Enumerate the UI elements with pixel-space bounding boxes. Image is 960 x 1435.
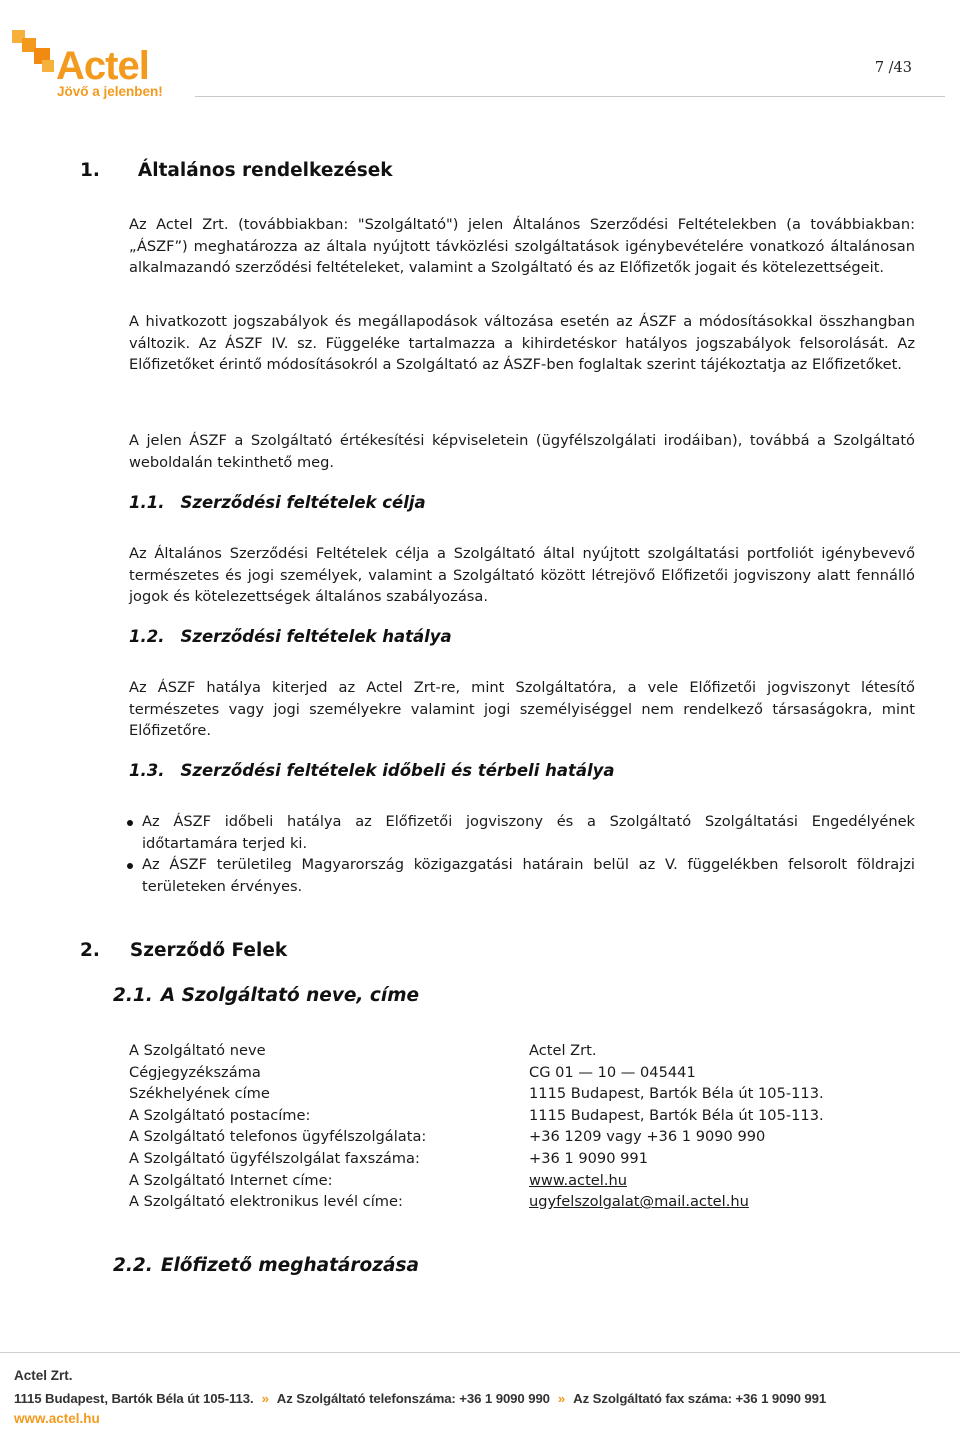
list-item: Az ÁSZF időbeli hatálya az Előfizetői jogviszony és a Szolgáltató Szolgáltatási Engedélyének időtartamára terjed ki. — [125, 811, 915, 854]
subsection-1-1-title: Szerződési feltételek célja — [180, 493, 426, 512]
table-row: Székhelyének címe 1115 Budapest, Bartók Béla út 105-113. — [129, 1085, 824, 1103]
subsection-1-3-title: Szerződési feltételek időbeli és térbeli hatálya — [180, 761, 615, 780]
table-row: A Szolgáltató elektronikus levél címe: ugyfelszolgalat@mail.actel.hu — [129, 1191, 889, 1213]
separator-icon: » — [261, 1391, 269, 1406]
subsection-1-1-text: Az Általános Szerződési Feltételek célja a Szolgáltató által nyújtott szolgáltatási portfoliót igénybevevő természetes és jogi személyek, valamint a Szolgáltató között létrejövő Előfizetői jogviszony alatt fennálló jogok és kötelezettségek általános szabályozása. — [129, 545, 915, 606]
table-row: A Szolgáltató ügyfélszolgálat faxszáma: +36 1 9090 991 — [129, 1149, 648, 1167]
subsection-2-2-title: Előfizető meghatározása — [160, 1255, 419, 1276]
subsection-2-1-title: A Szolgáltató neve, címe — [160, 985, 420, 1006]
subsection-1-2-heading — [129, 629, 452, 646]
bullet-icon — [127, 863, 133, 869]
subsection-1-3-heading — [129, 763, 615, 780]
list-item: Az ÁSZF területileg Magyarország közigazgatási határain belül az V. függelékben felsorolt földrajzi területeken érvényes. — [125, 854, 915, 897]
footer-web-link[interactable]: www.actel.hu — [14, 1411, 100, 1426]
subsection-1-3-bullet-list — [125, 811, 915, 898]
footer-divider — [0, 1352, 960, 1353]
subsection-1-2-title: Szerződési feltételek hatálya — [180, 627, 452, 646]
subsection-2-1-heading — [113, 987, 419, 1006]
section-1-paragraph-3: A jelen ÁSZF a Szolgáltató értékesítési képviseletein (ügyfélszolgálati irodáiban), továbbá a Szolgáltató weboldalán tekinthető meg. — [129, 432, 915, 471]
subsection-1-2-text: Az ÁSZF hatálya kiterjed az Actel Zrt-re, mint Szolgáltatóra, a vele Előfizetői jogviszonyt létesítő természetes vagy jogi személyekre valamint jogi személyiséggel nem rendelkező társaságokra, mint Előfizetőre. — [129, 679, 915, 740]
page-number: 7 /43 — [874, 60, 912, 76]
section-1-title: Általános rendelkezések — [137, 160, 393, 181]
table-row: A Szolgáltató telefonos ügyfélszolgálata: +36 1209 vagy +36 1 9090 990 — [129, 1128, 766, 1146]
header-divider — [195, 96, 945, 97]
table-row: Cégjegyzékszáma CG 01 — 10 — 045441 — [129, 1063, 696, 1081]
footer-address: 1115 Budapest, Bartók Béla út 105-113. — [14, 1391, 254, 1406]
section-1-number: 1. — [80, 160, 100, 181]
table-row: A Szolgáltató neve Actel Zrt. — [129, 1042, 597, 1059]
footer-contact-line — [14, 1391, 826, 1406]
section-2-heading — [80, 942, 287, 961]
subsection-2-1-number: 2.1. — [113, 985, 153, 1006]
logo-slogan: Jövő a jelenben! — [57, 84, 163, 99]
footer-fax: Az Szolgáltató fax száma: +36 1 9090 991 — [573, 1391, 827, 1406]
provider-info-table — [129, 1040, 889, 1213]
section-1-heading — [80, 162, 393, 181]
subsection-2-2-number: 2.2. — [113, 1255, 153, 1276]
subsection-1-1-number: 1.1. — [129, 493, 165, 512]
logo-wordmark: Actel — [56, 44, 149, 88]
email-link[interactable]: ugyfelszolgalat@mail.actel.hu — [529, 1193, 749, 1211]
subsection-1-3-number: 1.3. — [129, 761, 165, 780]
bullet-icon — [127, 820, 133, 826]
subsection-1-2-number: 1.2. — [129, 627, 165, 646]
table-row: A Szolgáltató postacíme: 1115 Budapest, Bartók Béla út 105-113. — [129, 1106, 824, 1124]
subsection-1-1-heading — [129, 495, 426, 512]
table-row: A Szolgáltató Internet címe: www.actel.hu — [129, 1170, 889, 1192]
footer-company: Actel Zrt. — [14, 1368, 73, 1383]
website-link[interactable]: www.actel.hu — [529, 1171, 627, 1189]
section-2-number: 2. — [80, 940, 100, 961]
separator-icon: » — [557, 1391, 566, 1406]
section-1-paragraph-1: Az Actel Zrt. (továbbiakban: "Szolgáltató") jelen Általános Szerződési Feltételekben (a továbbiakban: „ÁSZF”) meghatározza az általa nyújtott távközlési szolgáltatások igénybevételére vonatkozó általánosan alkalmazandó szerződési feltételeket, valamint a Szolgáltató és az Előfizetők jogait és kötelezettségeit. — [129, 216, 915, 277]
section-1-paragraph-2: A hivatkozott jogszabályok és megállapodások változása esetén az ÁSZF a módosításokkal összhangban változik. Az ÁSZF IV. sz. Függeléke tartalmazza a kihirdetéskor hatályos jogszabályok felsorolását. Az Előfizetőket érintő módosításokról a Szolgáltató az ÁSZF-ben foglaltak szerint tájékoztatja az Előfizetőket. — [129, 313, 915, 374]
subsection-2-2-heading — [113, 1257, 419, 1276]
section-2-title: Szerződő Felek — [129, 940, 288, 961]
actel-logo — [12, 26, 192, 102]
footer-phone: Az Szolgáltató telefonszáma: +36 1 9090 990 — [276, 1391, 550, 1406]
